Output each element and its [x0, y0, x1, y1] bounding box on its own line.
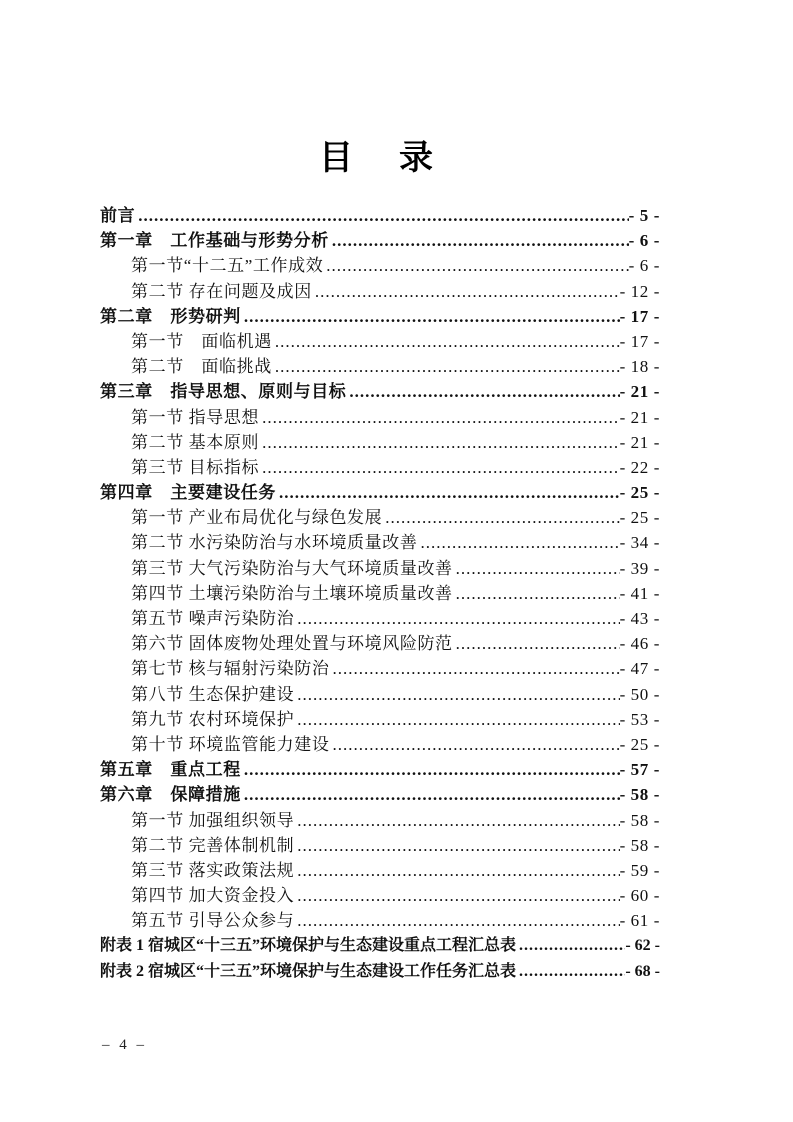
toc-dot-leader — [259, 405, 620, 430]
page-footer — [102, 1037, 147, 1054]
toc-entry — [100, 707, 660, 732]
toc-entry-page: - 5 - — [628, 206, 660, 225]
toc-entry — [100, 455, 660, 480]
toc-entry — [100, 757, 660, 782]
toc-entry-title: 第三节 大气污染防治与大气环境质量改善 — [131, 558, 453, 578]
toc-entry-title: 第一节 面临机遇 — [131, 331, 272, 351]
toc-dot-leader — [241, 782, 620, 807]
toc-dot-leader — [294, 883, 619, 908]
toc-entry-title: 第四节 加大资金投入 — [131, 886, 295, 906]
toc-entry — [100, 959, 660, 984]
toc-entry-page: - 60 - — [619, 886, 660, 906]
toc-entry-title: 第三章 指导思想、原则与目标 — [100, 382, 347, 402]
toc-entry-page: - 18 - — [619, 357, 660, 377]
toc-entry-title: 第三节 落实政策法规 — [131, 860, 295, 880]
toc-entry-title: 第九节 农村环境保护 — [131, 709, 295, 729]
toc-entry-page: - 58 - — [619, 785, 660, 805]
toc-entry — [100, 833, 660, 858]
toc-dot-leader — [294, 707, 619, 732]
toc-entry-title: 第一节 产业布局优化与绿色发展 — [131, 508, 383, 528]
toc-entry — [100, 203, 660, 228]
toc-entry-title: 第四章 主要建设任务 — [100, 483, 276, 503]
toc-dot-leader — [272, 354, 620, 379]
toc-entry-title: 附表 1 宿城区“十三五”环境保护与生态建设重点工程汇总表 — [100, 937, 517, 955]
toc-entry — [100, 908, 660, 933]
toc-dot-leader — [241, 757, 620, 782]
toc-entry — [100, 883, 660, 908]
toc-entry — [100, 530, 660, 555]
toc-entry-page: - 58 - — [619, 835, 660, 855]
toc-dot-leader — [453, 631, 620, 656]
toc-entry-title: 附表 2 宿城区“十三五”环境保护与生态建设工作任务汇总表 — [100, 962, 517, 980]
toc-entry-page: - 43 - — [619, 609, 660, 628]
toc-dot-leader — [276, 480, 620, 505]
toc-entry-page: - 12 - — [619, 281, 660, 301]
toc-entry-title: 第二节 基本原则 — [131, 432, 260, 452]
toc-entry-title: 第一节“十二五”工作成效 — [131, 256, 324, 276]
page-number: – 4 – — [102, 1037, 147, 1053]
toc-dot-leader — [516, 933, 625, 958]
toc-entry-page: - 25 - — [619, 508, 660, 528]
toc-entry-title: 第一节 指导思想 — [131, 407, 260, 427]
toc-dot-leader — [516, 959, 625, 984]
toc-entry — [100, 858, 660, 883]
toc-entry-title: 第一节 加强组织领导 — [131, 810, 295, 830]
toc-dot-leader — [312, 279, 620, 304]
toc-entry-page: - 21 - — [619, 432, 660, 452]
toc-entry-title: 第六节 固体废物处理处置与环境风险防范 — [131, 634, 453, 654]
toc-entry-title: 第五节 噪声污染防治 — [131, 609, 295, 628]
toc-entry-title: 第二节 完善体制机制 — [131, 835, 295, 855]
toc-entry-title: 第五章 重点工程 — [100, 760, 241, 780]
toc-dot-leader — [329, 732, 619, 757]
toc-entry-title: 前言 — [100, 206, 136, 225]
toc-entry-page: - 61 - — [619, 911, 660, 931]
toc-dot-leader — [241, 304, 620, 329]
toc-entry — [100, 304, 660, 329]
toc-entry — [100, 379, 660, 404]
toc-entry — [100, 782, 660, 807]
toc-dot-leader — [346, 379, 619, 404]
toc-entry-page: - 17 - — [619, 331, 660, 351]
toc-dot-leader — [417, 530, 619, 555]
toc-entry-page: - 46 - — [619, 634, 660, 654]
toc-dot-leader — [294, 833, 619, 858]
toc-dot-leader — [294, 606, 619, 631]
toc-entry-page: - 59 - — [619, 860, 660, 880]
toc-entry — [100, 279, 660, 304]
toc-entry-page: - 25 - — [619, 734, 660, 754]
toc-entry — [100, 581, 660, 606]
toc-dot-leader — [382, 505, 619, 530]
toc-dot-leader — [329, 228, 629, 253]
toc-entry — [100, 253, 660, 278]
toc-entry-title: 第三节 目标指标 — [131, 457, 260, 477]
toc-dot-leader — [259, 430, 620, 455]
toc-entry — [100, 505, 660, 530]
toc-entry-title: 第二节 面临挑战 — [131, 357, 272, 377]
toc-entry-page: - 62 - — [625, 937, 660, 955]
page-title: 目 录 — [319, 140, 439, 177]
toc-entry — [100, 430, 660, 455]
toc-entry-page: - 21 - — [619, 407, 660, 427]
toc-entry — [100, 606, 660, 631]
toc-entry-page: - 50 - — [619, 684, 660, 704]
toc-dot-leader — [259, 455, 620, 480]
toc-entry-page: - 6 - — [628, 256, 660, 276]
toc-dot-leader — [294, 908, 619, 933]
toc-dot-leader — [453, 556, 620, 581]
toc-dot-leader — [323, 253, 628, 278]
toc-entry — [100, 354, 660, 379]
toc-dot-leader — [329, 656, 619, 681]
toc-dot-leader — [453, 581, 620, 606]
toc-entry — [100, 732, 660, 757]
toc-entry-page: - 22 - — [619, 457, 660, 477]
toc-entry — [100, 656, 660, 681]
toc-entry-title: 第八节 生态保护建设 — [131, 684, 295, 704]
toc-entry — [100, 405, 660, 430]
toc-entry — [100, 329, 660, 354]
toc-entry-page: - 47 - — [619, 659, 660, 679]
toc-entry-title: 第七节 核与辐射污染防治 — [131, 659, 330, 679]
toc-entry — [100, 228, 660, 253]
toc-dot-leader — [294, 808, 619, 833]
toc-list — [100, 203, 660, 984]
toc-entry-page: - 34 - — [619, 533, 660, 553]
toc-entry — [100, 808, 660, 833]
toc-entry-page: - 41 - — [619, 583, 660, 603]
toc-entry — [100, 556, 660, 581]
toc-entry-title: 第二节 存在问题及成因 — [131, 281, 312, 301]
toc-entry — [100, 933, 660, 958]
toc-entry-title: 第四节 土壤污染防治与土壤环境质量改善 — [131, 583, 453, 603]
toc-entry — [100, 631, 660, 656]
toc-entry-title: 第十节 环境监管能力建设 — [131, 734, 330, 754]
toc-dot-leader — [135, 203, 628, 228]
toc-entry-page: - 58 - — [619, 810, 660, 830]
toc-entry — [100, 682, 660, 707]
toc-entry-title: 第五节 引导公众参与 — [131, 911, 295, 931]
toc-entry-title: 第一章 工作基础与形势分析 — [100, 231, 329, 251]
toc-entry-page: - 17 - — [619, 306, 660, 326]
toc-entry-title: 第六章 保障措施 — [100, 785, 241, 805]
toc-entry-page: - 53 - — [619, 709, 660, 729]
toc-entry-page: - 6 - — [628, 231, 660, 251]
toc-entry-title: 第二节 水污染防治与水环境质量改善 — [131, 533, 418, 553]
toc-entry — [100, 480, 660, 505]
toc-entry-page: - 25 - — [619, 483, 660, 503]
toc-entry-page: - 68 - — [625, 962, 660, 980]
toc-entry-page: - 21 - — [619, 382, 660, 402]
toc-entry-page: - 39 - — [619, 558, 660, 578]
toc-dot-leader — [294, 858, 619, 883]
toc-entry-page: - 57 - — [619, 760, 660, 780]
toc-dot-leader — [272, 329, 620, 354]
toc-dot-leader — [294, 682, 619, 707]
toc-entry-title: 第二章 形势研判 — [100, 306, 241, 326]
